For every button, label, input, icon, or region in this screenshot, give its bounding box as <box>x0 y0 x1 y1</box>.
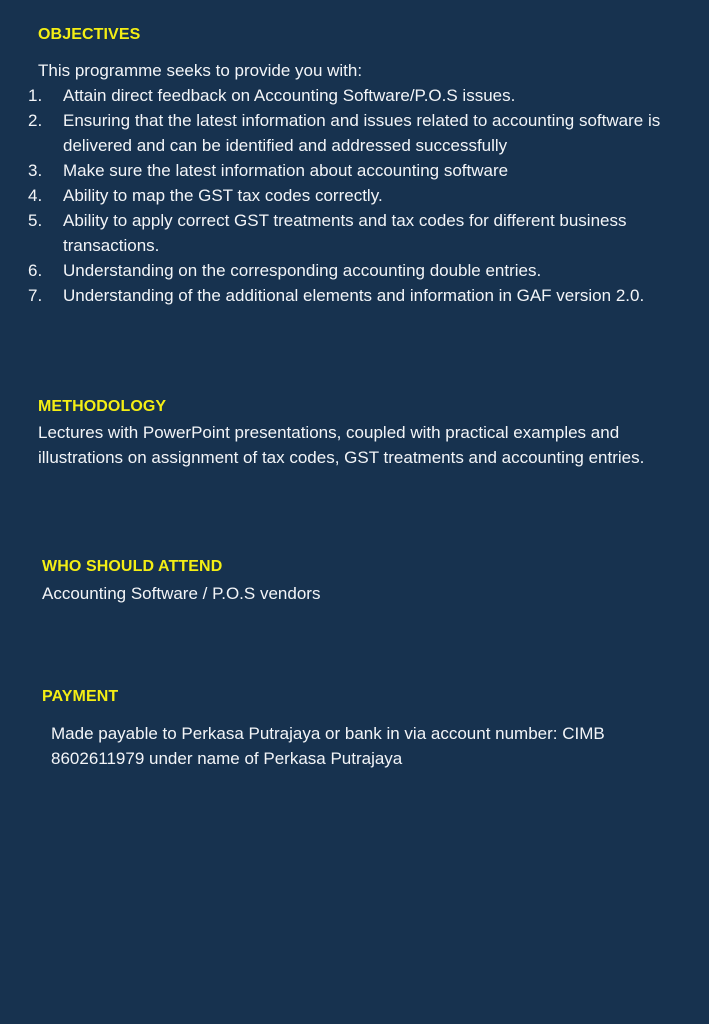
objective-item-2 <box>28 108 704 158</box>
objectives-heading: OBJECTIVES <box>38 26 141 43</box>
objective-text-1: Attain direct feedback on Accounting Software/P.O.S issues. <box>63 86 516 105</box>
objective-number-3: 3. <box>28 161 43 180</box>
payment-heading: PAYMENT <box>42 688 119 705</box>
objective-text-3: Make sure the latest information about accounting software <box>63 161 509 180</box>
objective-number-2: 2. <box>28 111 43 130</box>
objective-number-4: 4. <box>28 186 43 205</box>
objective-number-1: 1. <box>28 86 43 105</box>
payment-text: Made payable to Perkasa Putrajaya or bank in via account number: CIMB 8602611979 under name of Perkasa Putrajaya <box>51 724 605 768</box>
objective-number-6: 6. <box>28 261 43 280</box>
who-should-attend-heading: WHO SHOULD ATTEND <box>42 558 223 575</box>
methodology-heading: METHODOLOGY <box>38 398 167 415</box>
objective-item-7 <box>28 283 704 308</box>
objective-number-5: 5. <box>28 211 43 230</box>
objective-text-6: Understanding on the corresponding accounting double entries. <box>63 261 542 280</box>
objective-item-4 <box>28 183 704 208</box>
objectives-intro: This programme seeks to provide you with: <box>38 61 363 80</box>
objective-text-5: Ability to apply correct GST treatments and tax codes for different business transactions. <box>63 211 627 255</box>
methodology-text: Lectures with PowerPoint presentations, coupled with practical examples and illustrations on assignment of tax codes, GST treatments and accounting entries. <box>38 423 645 467</box>
objective-item-5 <box>28 208 704 258</box>
objectives-list <box>28 83 704 308</box>
objective-item-1 <box>28 83 704 108</box>
objective-item-6 <box>28 258 704 283</box>
objective-number-7: 7. <box>28 286 43 305</box>
objective-text-2: Ensuring that the latest information and issues related to accounting software is delivered and can be identified and addressed successfully <box>63 111 661 155</box>
objective-text-7: Understanding of the additional elements and information in GAF version 2.0. <box>63 286 645 305</box>
who-should-attend-text: Accounting Software / P.O.S vendors <box>42 584 321 603</box>
objective-item-3 <box>28 158 704 183</box>
objective-text-4: Ability to map the GST tax codes correctly. <box>63 186 383 205</box>
